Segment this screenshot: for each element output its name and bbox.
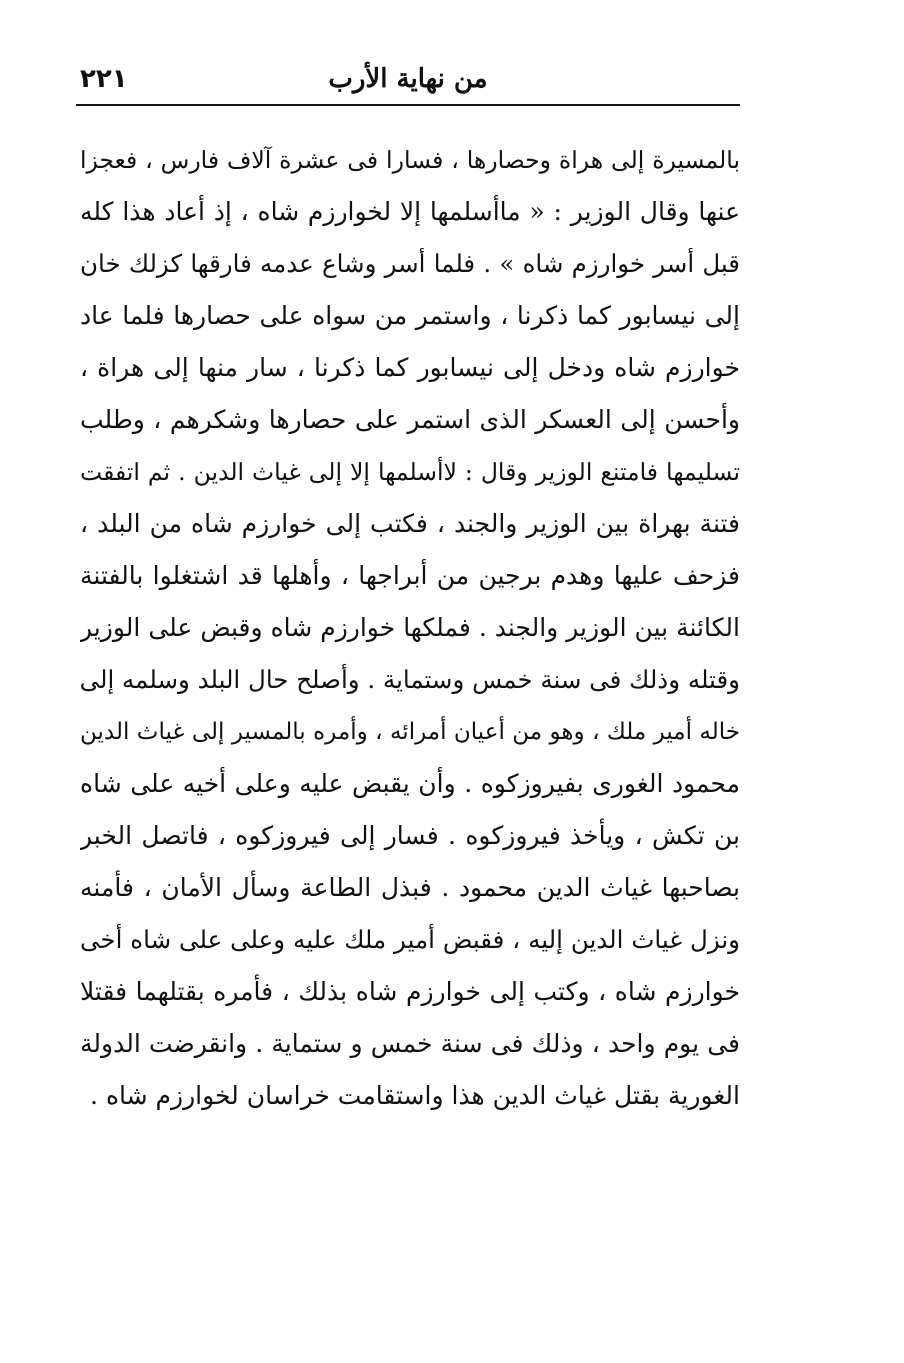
- running-title: من نهاية الأرب: [328, 64, 488, 94]
- text-line: قبل أسر خوارزم شاه » . فلما أسر وشاع عدمه فارقها كزلك خان: [80, 249, 740, 278]
- text-line: محمود الغورى بفيروزكوه . وأن يقبض عليه وعلى أخيه على شاه: [80, 769, 740, 798]
- text-line: خوارزم شاه ، وكتب إلى خوارزم شاه بذلك ، فأمره بقتلهما فقتلا: [80, 977, 740, 1006]
- text-line: فزحف عليها وهدم برجين من أبراجها ، وأهلها قد اشتغلوا بالفتنة: [80, 561, 740, 590]
- body-text: [80, 134, 740, 1122]
- text-line: إلى نيسابور كما ذكرنا ، واستمر من سواه على حصارها فلما عاد: [80, 301, 740, 330]
- text-line: بن تكش ، ويأخذ فيروزكوه . فسار إلى فيروزكوه ، فاتصل الخبر: [80, 821, 740, 850]
- text-line: عنها وقال الوزير : « ماأسلمها إلا لخوارزم شاه ، إذ أعاد هذا كله: [80, 197, 740, 226]
- text-line: فتنة بهراة بين الوزير والجند ، فكتب إلى خوارزم شاه من البلد ،: [80, 509, 740, 538]
- text-line: وأحسن إلى العسكر الذى استمر على حصارها وشكرهم ، وطلب: [80, 405, 740, 434]
- page-header: [72, 60, 744, 100]
- text-line: ونزل غياث الدين إليه ، فقبض أمير ملك عليه وعلى على شاه أخى: [80, 925, 740, 954]
- page-number: ٢٢١: [80, 64, 128, 94]
- header-rule: [76, 104, 740, 106]
- text-line: وقتله وذلك فى سنة خمس وستماية . وأصلح حال البلد وسلمه إلى: [80, 665, 740, 694]
- text-line: بالمسيرة إلى هراة وحصارها ، فسارا فى عشرة آلاف فارس ، فعجزا: [80, 146, 740, 174]
- text-line: فى يوم واحد ، وذلك فى سنة خمس و ستماية . وانقرضت الدولة: [80, 1029, 740, 1058]
- text-line: خاله أمير ملك ، وهو من أعيان أمرائه ، وأمره بالمسير إلى غياث الدين: [80, 719, 740, 745]
- text-line: خوارزم شاه ودخل إلى نيسابور كما ذكرنا ، سار منها إلى هراة ،: [80, 353, 740, 382]
- text-line: تسليمها فامتنع الوزير وقال : لاأسلمها إلا إلى غياث الدين . ثم اتفقت: [80, 458, 740, 486]
- text-line: بصاحبها غياث الدين محمود . فبذل الطاعة وسأل الأمان ، فأمنه: [80, 873, 740, 902]
- text-line: الغورية بقتل غياث الدين هذا واستقامت خراسان لخوارزم شاه .: [90, 1081, 740, 1110]
- text-line: الكائنة بين الوزير والجند . فملكها خوارزم شاه وقبض على الوزير: [80, 613, 740, 642]
